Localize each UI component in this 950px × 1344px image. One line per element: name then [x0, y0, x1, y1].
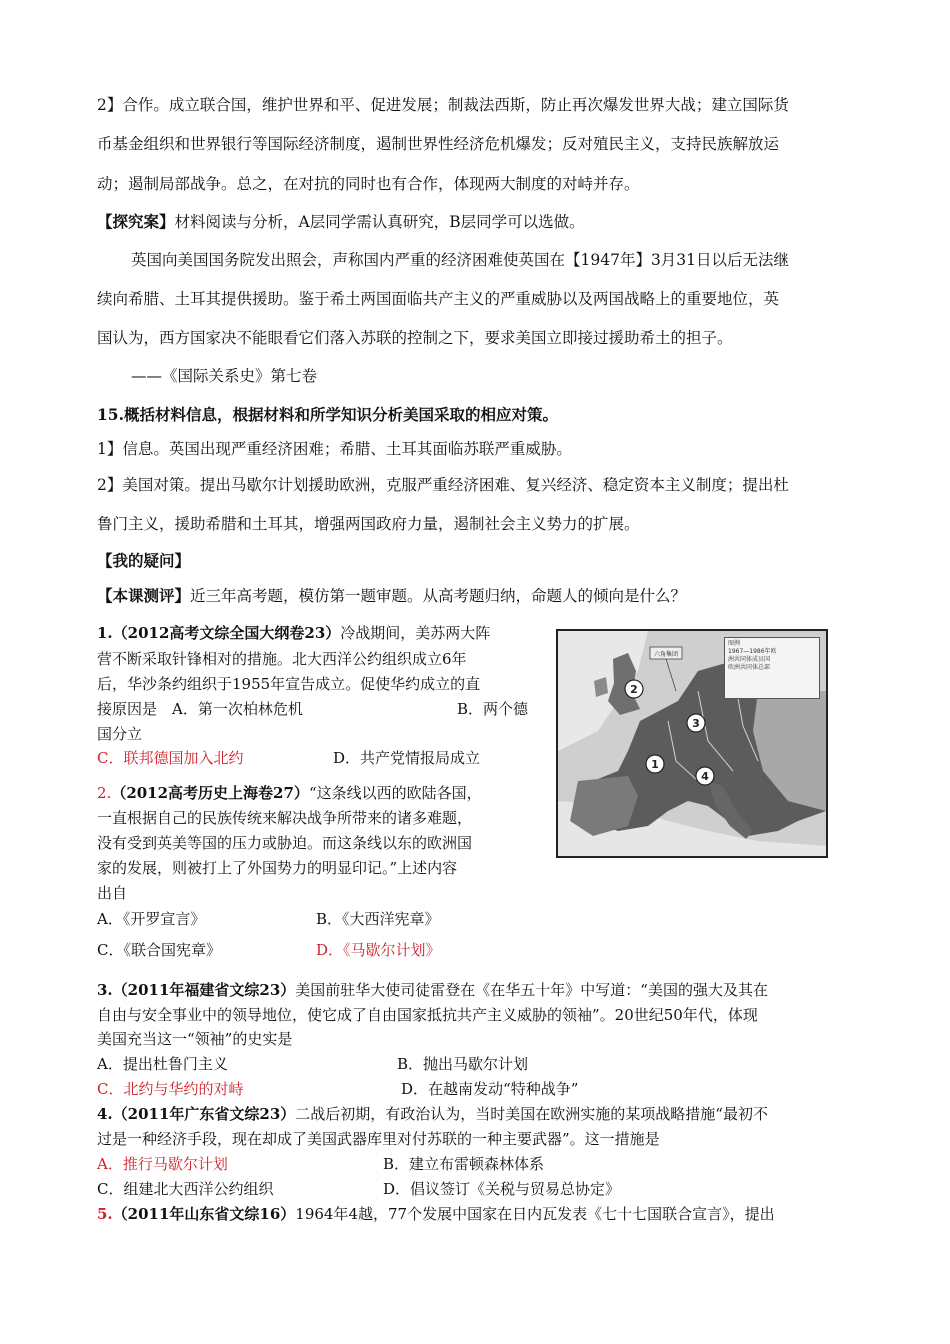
legend-item: 洲共同体成员国 — [728, 656, 771, 663]
q4-option-c: C．组建北大西洋公约组织 — [97, 1180, 274, 1198]
q1-line: 后，华沙条约组织于1955年宣告成立。促使华约成立的直 — [97, 675, 481, 693]
material-line: 续向希腊、土耳其提供援助。鉴于希土两国面临共产主义的严重威胁以及两国战略上的重要地位，英 — [97, 290, 780, 308]
map-marker-label: 2 — [630, 683, 638, 696]
q1-option-b: B．两个德 — [457, 700, 529, 718]
material-line: 国认为，西方国家决不能眼看它们落入苏联的控制之下，要求美国立即接过援助希土的担子。 — [97, 329, 733, 347]
wode-label: 【我的疑问】 — [97, 551, 191, 570]
q2-number: 2. — [97, 784, 112, 802]
q1-line: 接原因是 A．第一次柏林危机 — [97, 700, 303, 718]
q2-line: 一直根据自己的民族传统来解决战争所带来的诸多难题， — [97, 809, 473, 827]
map-legend — [724, 637, 820, 699]
q4-option-d: D．倡议签订《关税与贸易总协定》 — [383, 1180, 621, 1198]
para-line: 币基金组织和世界银行等国际经济制度，遏制世界性经济危机爆发；反对殖民主义，支持民族解放运 — [97, 135, 780, 153]
tanjiu-label: 【探究案】 — [97, 212, 175, 231]
ceping-text: 近三年高考题，模仿第一题审题。从高考题归纳，命题人的倾向是什么？ — [190, 587, 687, 605]
q5-number: 5. — [97, 1205, 113, 1223]
q5-line — [97, 1203, 775, 1225]
q2-line: 家的发展，则被打上了外国势力的明显印记。”上述内容 — [97, 859, 458, 877]
q2-option-a: A．《开罗宣言》 — [97, 910, 206, 928]
material-line: 英国向美国国务院发出照会，声称国内严重的经济困难使英国在【1947年】3月31日以后无法继 — [131, 251, 790, 269]
q2-option-d: D．《马歇尔计划》 — [316, 941, 441, 959]
q4-number: 4.（2011年广东省文综23） — [97, 1105, 296, 1123]
q2-source: （2012高考历史上海卷27） — [111, 784, 309, 802]
q3-line — [97, 979, 768, 1001]
legend-item: 欧洲共同体总部 — [728, 664, 771, 671]
tanjiu-text: 材料阅读与分析，A层同学需认真研究，B层同学可以选做。 — [174, 213, 585, 231]
para-line: 动；遏制局部战争。总之，在对抗的同时也有合作，体现两大制度的对峙并存。 — [97, 175, 640, 193]
q2-text: “这条线以西的欧陆各国， — [308, 784, 482, 802]
q1-line: 国分立 — [97, 725, 143, 743]
para-line: 2】合作。成立联合国，维护世界和平、促进发展；制裁法西斯，防止再次爆发世界大战；建立国际货 — [97, 96, 789, 114]
q1-text: 冷战期间，美苏两大阵 — [340, 624, 491, 642]
q3-number: 3.（2011年福建省文综23） — [97, 981, 296, 999]
europe-map-figure — [556, 629, 828, 858]
q1-option-d: D．共产党情报局成立 — [333, 749, 481, 767]
q2-line: 没有受到英美等国的压力或胁迫。而这条线以东的欧洲国 — [97, 834, 473, 852]
q15-answer-2: 鲁门主义，援助希腊和土耳其，增强两国政府力量，遏制社会主义势力的扩展。 — [97, 515, 640, 533]
legend-item: 1967—1986年欧 — [728, 648, 777, 655]
q4-option-a: A．推行马歇尔计划 — [97, 1155, 228, 1173]
q3-line: 自由与安全事业中的领导地位，使它成了自由国家抵抗共产主义威胁的领袖”。20世纪50年代，体现 — [97, 1006, 758, 1024]
q15-title: 15.概括材料信息，根据材料和所学知识分析美国采取的相应对策。 — [97, 405, 558, 424]
q5-text: 1964年4越，77个发展中国家在日内瓦发表《七十七国联合宣言》，提出 — [295, 1205, 775, 1223]
q4-text: 二战后初期，有政治认为，当时美国在欧洲实施的某项战略措施“最初不 — [295, 1105, 768, 1123]
q4-line — [97, 1103, 768, 1125]
q15-answer-2: 2】美国对策。提出马歇尔计划援助欧洲，克服严重经济困难、复兴经济、稳定资本主义制度；提出杜 — [97, 476, 789, 494]
q2-line: 出自 — [97, 884, 128, 902]
legend-title: 图例 — [728, 640, 741, 647]
q15-answer-1: 1】信息。英国出现严重经济困难；希腊、土耳其面临苏联严重威胁。 — [97, 440, 572, 458]
q3-option-b: B．抛出马歇尔计划 — [397, 1055, 529, 1073]
q5-source: （2011年山东省文综16） — [112, 1205, 296, 1223]
q2-option-c: C．《联合国宪章》 — [97, 941, 221, 959]
q4-line: 过是一种经济手段，现在却成了美国武器库里对付苏联的一种主要武器”。这一措施是 — [97, 1130, 660, 1148]
q2-line — [97, 782, 482, 804]
material-source: ——《国际关系史》第七卷 — [131, 367, 318, 385]
map-marker-label: 4 — [701, 770, 709, 783]
map-marker-label: 1 — [651, 758, 659, 771]
q3-text: 美国前驻华大使司徒雷登在《在华五十年》中写道：“美国的强大及其在 — [295, 981, 768, 999]
q3-line: 美国充当这一“领袖”的史实是 — [97, 1030, 293, 1048]
q3-option-d: D．在越南发动“特种战争” — [401, 1080, 579, 1098]
q1-line — [97, 622, 490, 644]
q1-number: 1.（2012高考文综全国大纲卷23） — [97, 624, 341, 642]
q2-option-b: B．《大西洋宪章》 — [316, 910, 440, 928]
map-marker-label: 3 — [692, 717, 700, 730]
q3-option-a: A．提出杜鲁门主义 — [97, 1055, 228, 1073]
q1-line: 营不断采取针锋相对的措施。北大西洋公约组织成立6年 — [97, 650, 467, 668]
q1-option-c: C．联邦德国加入北约 — [97, 749, 244, 767]
q3-option-c: C．北约与华约的对峙 — [97, 1080, 244, 1098]
tanjiu-line — [97, 211, 585, 233]
map-label-near: 六角集团 — [653, 651, 679, 658]
ceping-label: 【本课测评】 — [97, 586, 191, 605]
ceping-line — [97, 585, 686, 607]
q4-option-b: B．建立布雷顿森林体系 — [383, 1155, 545, 1173]
